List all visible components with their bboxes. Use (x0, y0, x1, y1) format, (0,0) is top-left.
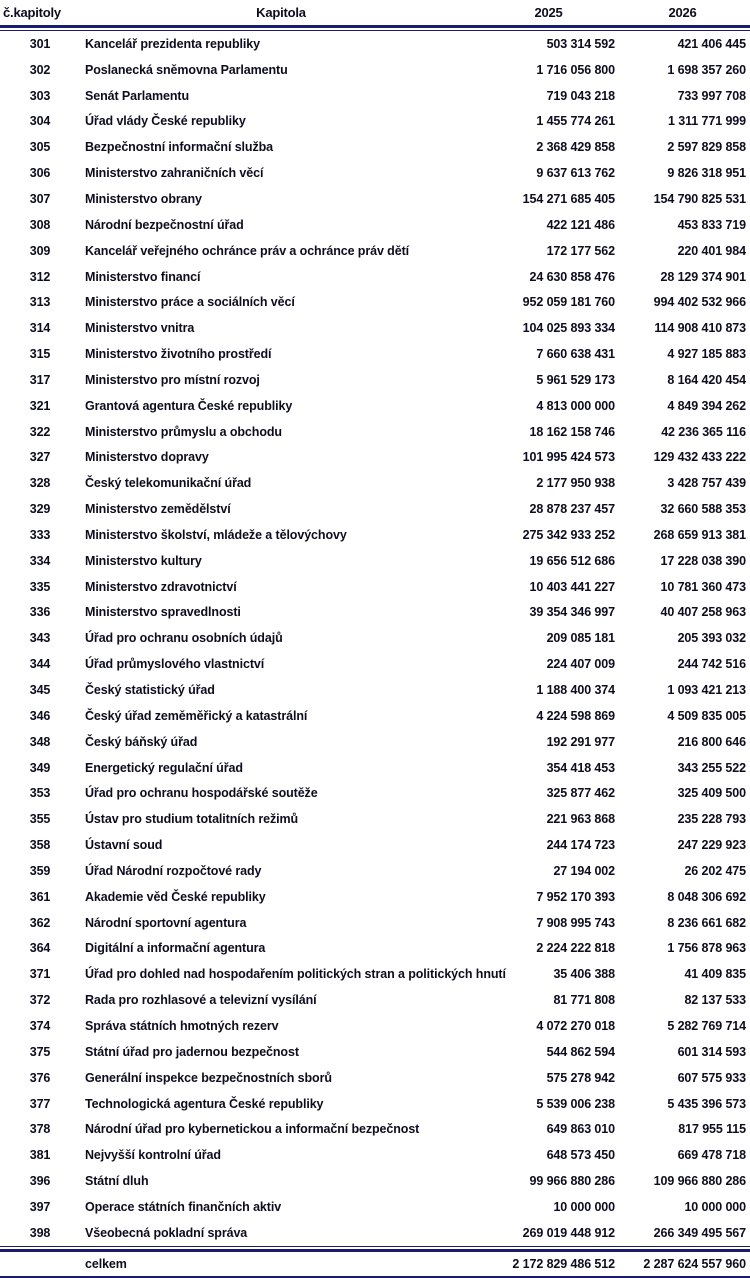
value-2026: 82 137 533 (684, 993, 746, 1008)
value-2026: 8 236 661 682 (667, 915, 746, 930)
chapter-name: Ministerstvo zahraničních věcí (85, 166, 264, 181)
chapter-name: Ministerstvo pro místní rozvoj (85, 372, 260, 387)
chapter-name: Ministerstvo průmyslu a obchodu (85, 424, 282, 439)
chapter-name: Bezpečnostní informační služba (85, 140, 274, 155)
value-2025: 209 085 181 (546, 631, 615, 646)
value-2025: 422 121 486 (546, 217, 615, 232)
table-row (0, 961, 750, 987)
chapter-name: Národní bezpečnostní úřad (85, 217, 244, 232)
value-2026: 421 406 445 (677, 36, 746, 51)
table-row (0, 264, 750, 290)
table-row (0, 755, 750, 781)
chapter-number: 372 (29, 993, 51, 1008)
value-2025: 4 224 598 869 (536, 708, 615, 723)
table-row (0, 987, 750, 1013)
table-row (0, 651, 750, 677)
value-2025: 192 291 977 (546, 734, 615, 749)
value-2025: 7 908 995 743 (536, 915, 615, 930)
value-2025: 244 174 723 (546, 838, 615, 853)
value-2025: 5 539 006 238 (536, 1096, 615, 1111)
value-2026: 343 255 522 (677, 760, 746, 775)
chapter-number: 308 (29, 217, 51, 232)
chapter-number: 327 (29, 450, 51, 465)
value-2026: 607 575 933 (677, 1070, 746, 1085)
value-2025: 27 194 002 (553, 863, 615, 878)
chapter-number: 307 (29, 191, 51, 206)
chapter-name: Ministerstvo práce a sociálních věcí (85, 295, 295, 310)
table-row (0, 341, 750, 367)
value-2025: 575 278 942 (546, 1070, 615, 1085)
chapter-number: 378 (29, 1122, 51, 1137)
chapter-name: Úřad pro ochranu hospodářské soutěže (85, 786, 318, 801)
header-chapter-number: č.kapitoly (3, 5, 61, 20)
value-2026: 4 509 835 005 (667, 708, 746, 723)
table-row (0, 315, 750, 341)
value-2026: 10 000 000 (684, 1199, 746, 1214)
chapter-name: Poslanecká sněmovna Parlamentu (85, 62, 288, 77)
table-row (0, 289, 750, 315)
table-body (0, 31, 750, 1246)
chapter-number: 396 (29, 1174, 51, 1189)
table-bottom-rule (0, 1276, 750, 1278)
value-2026: 2 597 829 858 (667, 140, 746, 155)
table-row (0, 160, 750, 186)
value-2026: 26 202 475 (684, 863, 746, 878)
table-row (0, 522, 750, 548)
table-row (0, 548, 750, 574)
value-2026: 1 698 357 260 (667, 62, 746, 77)
header-year-2026: 2026 (668, 5, 697, 20)
chapter-number: 375 (29, 1044, 51, 1059)
table-row (0, 806, 750, 832)
table-row (0, 57, 750, 83)
chapter-name: Rada pro rozhlasové a televizní vysílání (85, 993, 317, 1008)
chapter-number: 328 (29, 476, 51, 491)
chapter-number: 355 (29, 812, 51, 827)
chapter-number: 353 (29, 786, 51, 801)
value-2026: 1 756 878 963 (667, 941, 746, 956)
value-2025: 9 637 613 762 (536, 166, 615, 181)
chapter-name: Ministerstvo obrany (85, 191, 202, 206)
chapter-name: Ministerstvo financí (85, 269, 201, 284)
value-2026: 1 311 771 999 (668, 114, 746, 129)
chapter-name: Ministerstvo zdravotnictví (85, 579, 237, 594)
table-row (0, 83, 750, 109)
table-row (0, 936, 750, 962)
value-2026: 601 314 593 (677, 1044, 746, 1059)
chapter-name: Senát Parlamentu (85, 88, 189, 103)
chapter-name: Úřad průmyslového vlastnictví (85, 657, 265, 672)
value-2025: 104 025 893 334 (522, 321, 615, 336)
table-row (0, 1039, 750, 1065)
chapter-number: 346 (29, 708, 51, 723)
table-row (0, 238, 750, 264)
chapter-number: 374 (29, 1018, 51, 1033)
value-2025: 5 961 529 173 (536, 372, 615, 387)
table-row (0, 1116, 750, 1142)
value-2025: 19 656 512 686 (529, 553, 615, 568)
chapter-number: 305 (29, 140, 51, 155)
value-2026: 216 800 646 (677, 734, 746, 749)
chapter-number: 349 (29, 760, 51, 775)
chapter-name: Ministerstvo spravedlnosti (85, 605, 241, 620)
table-row (0, 884, 750, 910)
table-row (0, 1091, 750, 1117)
value-2026: 10 781 360 473 (660, 579, 746, 594)
value-2025: 39 354 346 997 (529, 605, 615, 620)
value-2026: 733 997 708 (677, 88, 746, 103)
chapter-name: Ústav pro studium totalitních režimů (85, 812, 299, 827)
chapter-number: 329 (29, 502, 51, 517)
table-row (0, 419, 750, 445)
chapter-number: 301 (29, 36, 51, 51)
value-2025: 952 059 181 760 (522, 295, 615, 310)
value-2025: 81 771 808 (553, 993, 615, 1008)
value-2026: 32 660 588 353 (660, 502, 746, 517)
value-2026: 220 401 984 (677, 243, 746, 258)
chapter-number: 304 (29, 114, 51, 129)
value-2026: 994 402 532 966 (653, 295, 746, 310)
value-2026: 4 849 394 262 (667, 398, 746, 413)
chapter-name: Grantová agentura České republiky (85, 398, 293, 413)
value-2025: 221 963 868 (546, 812, 615, 827)
chapter-number: 345 (29, 683, 51, 698)
value-2026: 817 955 115 (678, 1122, 746, 1137)
value-2025: 325 877 462 (546, 786, 615, 801)
chapter-name: Úřad pro ochranu osobních údajů (85, 631, 283, 646)
value-2026: 154 790 825 531 (653, 191, 746, 206)
table-row (0, 574, 750, 600)
chapter-name: Správa státních hmotných rezerv (85, 1018, 279, 1033)
chapter-number: 334 (29, 553, 51, 568)
chapter-number: 312 (29, 269, 51, 284)
chapter-name: Ministerstvo zemědělství (85, 502, 231, 517)
value-2025: 101 995 424 573 (522, 450, 615, 465)
chapter-name: Nejvyšší kontrolní úřad (85, 1148, 221, 1163)
table-row (0, 445, 750, 471)
value-2025: 354 418 453 (546, 760, 615, 775)
chapter-number: 358 (29, 838, 51, 853)
table-row (0, 1194, 750, 1220)
value-2026: 8 164 420 454 (667, 372, 746, 387)
value-2025: 648 573 450 (546, 1148, 615, 1163)
chapter-name: Státní dluh (85, 1174, 149, 1189)
value-2025: 10 403 441 227 (529, 579, 615, 594)
value-2026: 5 435 396 573 (667, 1096, 746, 1111)
header-year-2025: 2025 (534, 5, 563, 20)
table-row (0, 625, 750, 651)
value-2026: 235 228 793 (677, 812, 746, 827)
chapter-number: 335 (29, 579, 51, 594)
value-2026: 5 282 769 714 (667, 1018, 746, 1033)
table-row (0, 1168, 750, 1194)
chapter-number: 313 (29, 295, 51, 310)
total-row (0, 1252, 750, 1276)
value-2026: 244 742 516 (677, 657, 746, 672)
value-2025: 7 952 170 393 (536, 889, 615, 904)
value-2025: 35 406 388 (553, 967, 615, 982)
value-2025: 269 019 448 912 (522, 1225, 615, 1240)
value-2025: 2 368 429 858 (536, 140, 615, 155)
value-2025: 4 813 000 000 (536, 398, 615, 413)
table-row (0, 703, 750, 729)
table-row (0, 677, 750, 703)
value-2025: 10 000 000 (553, 1199, 615, 1214)
value-2026: 3 428 757 439 (667, 476, 746, 491)
chapter-number: 322 (29, 424, 51, 439)
value-2026: 109 966 880 286 (653, 1174, 746, 1189)
value-2026: 114 908 410 873 (654, 321, 746, 336)
chapter-name: Energetický regulační úřad (85, 760, 243, 775)
chapter-number: 317 (29, 372, 51, 387)
value-2025: 172 177 562 (546, 243, 615, 258)
chapter-name: Český báňský úřad (85, 734, 198, 749)
value-2025: 503 314 592 (546, 36, 615, 51)
chapter-name: Ministerstvo životního prostředí (85, 347, 272, 362)
chapter-number: 344 (29, 657, 51, 672)
chapter-name: Operace státních finančních aktiv (85, 1199, 282, 1214)
chapter-number: 398 (29, 1225, 51, 1240)
chapter-name: Ministerstvo kultury (85, 553, 202, 568)
table-row (0, 1013, 750, 1039)
value-2025: 1 455 774 261 (536, 114, 615, 129)
table-row (0, 1065, 750, 1091)
chapter-name: Český telekomunikační úřad (85, 476, 252, 491)
chapter-name: Český úřad zeměměřický a katastrální (85, 708, 308, 723)
value-2026: 42 236 365 116 (661, 424, 746, 439)
value-2026: 325 409 500 (677, 786, 746, 801)
value-2026: 1 093 421 213 (667, 683, 746, 698)
value-2026: 40 407 258 963 (660, 605, 746, 620)
chapter-name: Státní úřad pro jadernou bezpečnost (85, 1044, 299, 1059)
total-value-2025: 2 172 829 486 512 (512, 1256, 615, 1271)
chapter-number: 309 (29, 243, 51, 258)
chapter-name: Všeobecná pokladní správa (85, 1225, 248, 1240)
chapter-number: 397 (29, 1199, 51, 1214)
value-2026: 669 478 718 (677, 1148, 746, 1163)
table-row (0, 1220, 750, 1246)
value-2025: 99 966 880 286 (529, 1174, 615, 1189)
chapter-number: 303 (29, 88, 51, 103)
value-2026: 28 129 374 901 (660, 269, 746, 284)
table-row (0, 496, 750, 522)
chapter-name: Ministerstvo dopravy (85, 450, 209, 465)
value-2025: 154 271 685 405 (522, 191, 615, 206)
chapter-name: Český statistický úřad (85, 683, 215, 698)
table-header-row (0, 0, 750, 25)
value-2025: 7 660 638 431 (536, 347, 615, 362)
value-2025: 24 630 858 476 (529, 269, 615, 284)
table-row (0, 393, 750, 419)
value-2025: 1 188 400 374 (536, 683, 615, 698)
chapter-number: 306 (29, 166, 51, 181)
table-row (0, 367, 750, 393)
value-2026: 9 826 318 951 (667, 166, 746, 181)
value-2025: 4 072 270 018 (536, 1018, 615, 1033)
chapter-name: Ministerstvo vnitra (85, 321, 195, 336)
chapter-number: 315 (29, 347, 51, 362)
chapter-number: 302 (29, 62, 51, 77)
value-2025: 544 862 594 (546, 1044, 615, 1059)
chapter-number: 321 (29, 398, 51, 413)
chapter-number: 348 (29, 734, 51, 749)
value-2025: 719 043 218 (546, 88, 615, 103)
chapter-name: Národní sportovní agentura (85, 915, 247, 930)
chapter-number: 343 (29, 631, 51, 646)
chapter-number: 359 (29, 863, 51, 878)
value-2025: 224 407 009 (546, 657, 615, 672)
table-row (0, 858, 750, 884)
chapter-name: Úřad vlády České republiky (85, 114, 246, 129)
chapter-name: Národní úřad pro kybernetickou a informační bezpečnost (85, 1122, 420, 1137)
table-row (0, 780, 750, 806)
value-2026: 266 349 495 567 (653, 1225, 746, 1240)
table-row (0, 1142, 750, 1168)
table-row (0, 109, 750, 135)
value-2026: 4 927 185 883 (667, 347, 746, 362)
value-2026: 41 409 835 (684, 967, 746, 982)
chapter-number: 371 (29, 967, 51, 982)
table-row (0, 186, 750, 212)
chapter-name: Kancelář veřejného ochránce práv a ochránce práv dětí (85, 243, 410, 258)
table-row (0, 31, 750, 57)
value-2026: 17 228 038 390 (660, 553, 746, 568)
table-row (0, 729, 750, 755)
chapter-name: Úřad pro dohled nad hospodařením politických stran a politických hnutí (85, 967, 506, 982)
table-row (0, 910, 750, 936)
chapter-number: 333 (29, 527, 51, 542)
value-2026: 453 833 719 (677, 217, 746, 232)
table-row (0, 470, 750, 496)
chapter-number: 381 (29, 1148, 51, 1163)
chapter-name: Úřad Národní rozpočtové rady (85, 863, 262, 878)
value-2026: 8 048 306 692 (667, 889, 746, 904)
value-2025: 1 716 056 800 (536, 62, 615, 77)
value-2025: 649 863 010 (546, 1122, 615, 1137)
table-row (0, 600, 750, 626)
value-2025: 275 342 933 252 (522, 527, 615, 542)
value-2025: 2 177 950 938 (536, 476, 615, 491)
chapter-name: Technologická agentura České republiky (85, 1096, 324, 1111)
chapter-number: 376 (29, 1070, 51, 1085)
chapter-name: Kancelář prezidenta republiky (85, 36, 260, 51)
value-2026: 247 229 923 (677, 838, 746, 853)
chapter-name: Ministerstvo školství, mládeže a tělovýchovy (85, 527, 347, 542)
chapter-name: Generální inspekce bezpečnostních sborů (85, 1070, 332, 1085)
table-row (0, 212, 750, 238)
chapter-name: Ústavní soud (85, 838, 163, 853)
table-row (0, 832, 750, 858)
chapter-number: 362 (29, 915, 51, 930)
value-2025: 28 878 237 457 (529, 502, 615, 517)
total-value-2026: 2 287 624 557 960 (643, 1256, 746, 1271)
chapter-number: 364 (29, 941, 51, 956)
header-chapter-name: Kapitola (256, 5, 306, 20)
table-row (0, 134, 750, 160)
chapter-number: 361 (29, 889, 51, 904)
value-2025: 2 224 222 818 (536, 941, 615, 956)
total-label: celkem (85, 1256, 127, 1271)
chapter-name: Digitální a informační agentura (85, 941, 266, 956)
value-2026: 268 659 913 381 (653, 527, 746, 542)
chapter-number: 377 (29, 1096, 51, 1111)
chapter-number: 314 (29, 321, 51, 336)
value-2025: 18 162 158 746 (529, 424, 615, 439)
value-2026: 129 432 433 222 (653, 450, 746, 465)
chapter-number: 336 (29, 605, 51, 620)
chapter-name: Akademie věd České republiky (85, 889, 266, 904)
value-2026: 205 393 032 (677, 631, 746, 646)
